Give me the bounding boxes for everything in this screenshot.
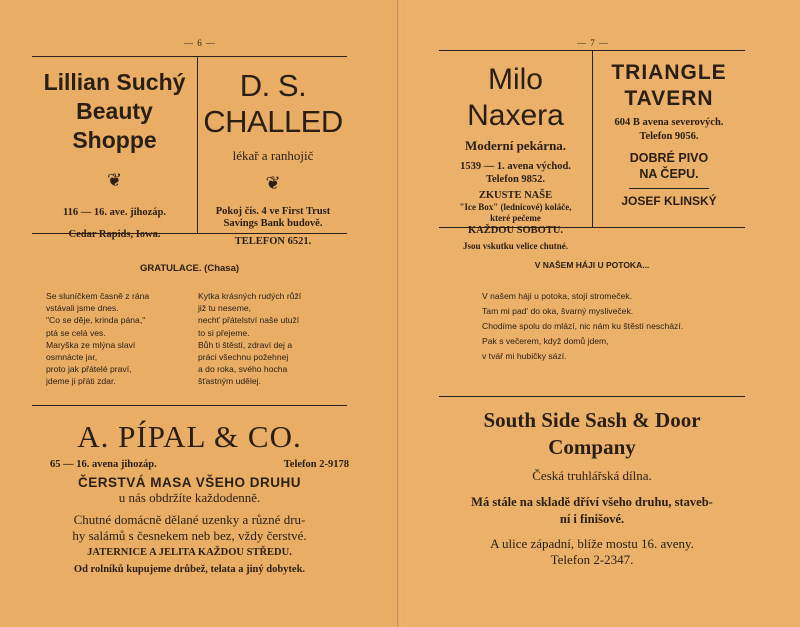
right-page xyxy=(401,0,800,627)
poem-line: to si přejeme. xyxy=(198,327,250,338)
ad-subtitle: lékař a ranhojič xyxy=(232,148,314,163)
poem-line: nechť přátelství naše utuží xyxy=(198,315,300,326)
ad-challed xyxy=(198,68,348,247)
ad-triangle xyxy=(593,60,745,208)
poem-line: Bůh ti štěstí, zdraví dej a xyxy=(198,339,293,350)
poem-line: Maryška ze mlýna slaví xyxy=(46,339,136,350)
ornament-icon: ❦ xyxy=(106,170,123,190)
poem-line: Kytka krásných rudých růží xyxy=(198,291,302,301)
ad-address: Pokoj čís. 4 ve First Trust xyxy=(215,206,331,217)
ad-owner: JOSEF KLINSKÝ xyxy=(621,194,717,208)
poem-line: jdeme ji přáti zdar. xyxy=(46,376,116,387)
poem-line: proto jak přátelé praví, xyxy=(46,364,132,375)
poem-column-2 xyxy=(198,290,301,388)
ad-line: Jsou vskutku velice chutné. xyxy=(462,241,569,251)
ad-southside xyxy=(431,407,753,568)
poem-line: ptá se celá ves. xyxy=(46,327,106,338)
poem-line: osmnácte jar, xyxy=(46,352,98,363)
ad-line: Od rolníků kupujeme drůbež, telata a jiný dobytek. xyxy=(73,564,306,575)
ad-line: "Ice Box" (lednicové) koláče, xyxy=(459,202,572,212)
ad-title: Lillian Suchý xyxy=(43,69,186,95)
poem-column-1 xyxy=(46,290,149,388)
ad-address: 116 — 16. ave. jihozáp. xyxy=(63,207,166,218)
poem-line: Chodíme spolu do mlází, nic nám ku štěstí neschází. xyxy=(482,321,684,331)
ad-phone: Telefon 2-9178 xyxy=(283,459,349,470)
ad-title: TAVERN xyxy=(624,87,714,110)
ad-city: Cedar Rapids, Iowa. xyxy=(68,229,161,240)
divider xyxy=(629,188,709,189)
ad-subtitle: Moderní pekárna. xyxy=(464,138,567,153)
ad-headline: ČERSTVÁ MASA VŠEHO DRUHU xyxy=(77,475,302,490)
ad-address: A ulice západní, blíže mostu 16. aveny. xyxy=(490,536,694,551)
ad-pipal-body xyxy=(32,475,347,575)
poem-line: Pak s večerem, když domů jdem, xyxy=(482,336,609,346)
ad-address: Savings Bank budově. xyxy=(223,218,323,229)
poem-line: šťastným udělej. xyxy=(198,376,261,387)
ad-line: ZKUSTE NAŠE xyxy=(478,190,553,201)
ad-phone: Telefon 9056. xyxy=(639,131,699,142)
poem-body xyxy=(482,289,683,364)
ad-title: Company xyxy=(548,435,636,459)
poem-line: Tam mi pad' do oka, švarný myslivеček. xyxy=(482,306,634,316)
ad-line: ní i finišové. xyxy=(559,512,625,526)
ad-address: 1539 — 1. avena východ. xyxy=(460,161,571,172)
poem-line: Se sluníčkem časně z rána xyxy=(46,291,150,301)
ad-title: Beauty Shoppe xyxy=(72,98,157,153)
poem-line: a do roka, svého hocha xyxy=(198,364,288,375)
ad-line: Má stále na skladě dříví všeho druhu, staveb- xyxy=(471,495,713,509)
ad-title: A. PÍPAL & CO. xyxy=(77,419,302,454)
poem-line: "Co se děje, krinda pána," xyxy=(46,315,146,326)
poem-line: vstávali jsme dnes. xyxy=(46,303,119,314)
ad-line: JATERNICE A JELITA KAŽDOU STŘEDU. xyxy=(87,547,292,558)
divider xyxy=(32,56,347,57)
poem-line: V našem háji u potoka, stojí stromeček. xyxy=(482,291,632,301)
divider xyxy=(32,405,347,406)
ad-address: 604 B avena severových. xyxy=(614,117,724,128)
ad-address: 65 — 16. avena jihozáp. xyxy=(50,459,157,470)
poem-title: GRATULACE. (Chasa) xyxy=(139,263,240,274)
ad-phone: Telefon 2-2347. xyxy=(550,552,634,567)
ad-line: hy salámů s česnekem neb bez, vždy čerstvé. xyxy=(72,528,307,543)
ad-title: Milo Naxera xyxy=(467,63,564,132)
divider xyxy=(439,396,745,397)
ad-phone: Telefon 9852. xyxy=(485,174,546,185)
ad-slogan: DOBRÉ PIVO xyxy=(629,151,709,165)
poem-line: již tu neseme, xyxy=(198,303,252,314)
ad-slogan: NA ČEPU. xyxy=(639,167,699,181)
ornament-icon: ❦ xyxy=(265,173,281,193)
left-page xyxy=(0,0,399,627)
ad-line: u nás obdržíte každodenně. xyxy=(118,490,261,505)
ad-naxera xyxy=(439,62,592,251)
poem-title: V NAŠEM HÁJI U POTOKA... xyxy=(534,260,650,270)
ad-subtitle: Česká truhlářská dílna. xyxy=(532,468,652,483)
ad-suchy xyxy=(32,68,197,240)
ad-line: Chutné domácně dělané uzenky a různé dru- xyxy=(73,512,306,527)
page-number: — 7 — xyxy=(577,38,609,48)
ad-title: TRIANGLE xyxy=(611,61,727,84)
page-number: — 6 — xyxy=(184,38,216,48)
ad-line: které pečeme xyxy=(490,213,541,223)
ad-line: KAŽDOU SOBOTU. xyxy=(467,225,564,236)
ad-title: South Side Sash & Door xyxy=(483,408,701,432)
ad-title: D. S. CHALLED xyxy=(203,68,343,139)
poem-line: práci všechnu požehnej xyxy=(198,352,289,363)
poem-line: v tvář mi hubičky sází. xyxy=(482,351,567,361)
ad-phone: TELEFON 6521. xyxy=(234,236,312,247)
